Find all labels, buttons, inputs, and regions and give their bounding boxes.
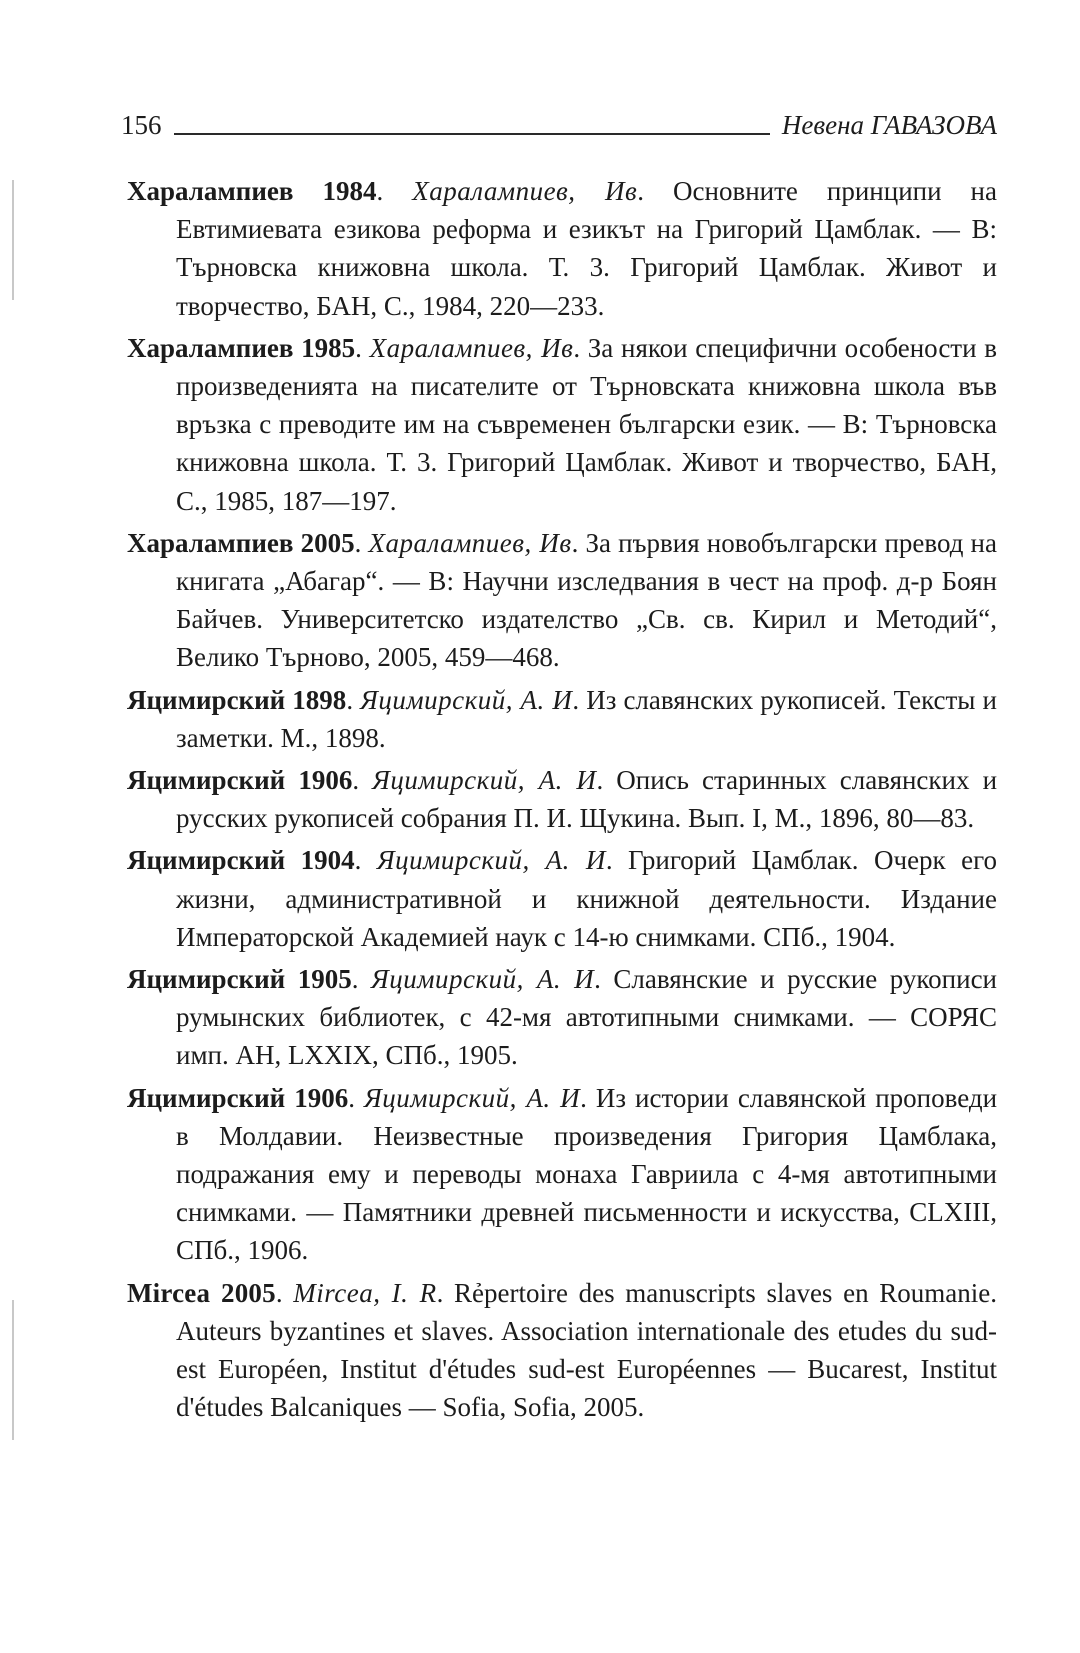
bibliography-entry: Яцимирский 1898. Яцимирский, А. И. Из славянских рукописей. Тексты и заметки. М., 1898. xyxy=(127,684,997,753)
bibliography-entry: Яцимирский 1906. Яцимирский, А. И. Опись старинных славянских и русских рукописей собрания П. И. Щукина. Вып. I, М., 1896, 80—83. xyxy=(127,765,998,834)
entry-key: Харалампиев 2005 xyxy=(127,527,355,558)
entry-author: Яцимирский, А. И xyxy=(371,964,595,995)
bibliography-entry: Яцимирский 1904. Яцимирский, А. И. Григорий Цамблак. Очерк его жизни, административной и книжной деятельности. Издание Императорской Академией наук с 14-ю снимками. СПб., 1904. xyxy=(127,845,997,952)
entry-key: Яцимирский 1905 xyxy=(127,964,352,995)
entry-text: Из истории славянской проповеди в Молдавии. Неизвестные произведения Григория Цамблака, подражания ему и переводы монаха Гавриила с 4-мя автотипными снимками. — Памятники древней письменности и искусства, CLXIII, СПб., 1906. xyxy=(176,1082,998,1266)
entry-author: Яцимирский, А. И xyxy=(364,1082,581,1113)
entry-text: Опись старинных славянских и русских рукописей собрания П. И. Щукина. Вып. I, М., 1896, 80—83. xyxy=(176,765,998,834)
entry-text: Славянские и русские рукописи румынских библиотек, с 42-мя автотипными снимками. — СОРЯС имп. АН, LXXIX, СПб., 1905. xyxy=(176,964,998,1071)
bibliography-entry: Харалампиев 1984. Харалампиев, Ив. Основните принципи на Евтимиевата езикова реформа и езикът на Григорий Цамблак. — В: Търновска книжовна школа. Т. 3. Григорий Цамблак. Живот и творчество, БАН, С., 1984, 220—233. xyxy=(127,176,997,321)
entry-text: Основните принципи на Евтимиевата езикова реформа и езикът на Григорий Цамблак. — В: Търновска книжовна школа. Т. 3. Григорий Цамблак. Живот и творчество, БАН, С., 1984, 220—233. xyxy=(176,176,997,321)
entry-author: Харалампиев, Ив xyxy=(369,332,574,363)
page-number: 156 xyxy=(121,110,162,140)
bibliography-list xyxy=(127,172,997,1431)
entry-key: Харалампиев 1985 xyxy=(127,332,356,363)
entry-author: Харалампиев, Ив xyxy=(368,527,572,558)
entry-text: За някои специфични особености в произведенията на писателите от Търновската книжовна школа във връзка с преводите им на съвременен български език. — В: Търновска книжовна школа. Т. 3. Григорий Цамблак. Живот и творчество, БАН, С., 1985, 187—197. xyxy=(176,332,998,516)
entry-key: Яцимирский 1906 xyxy=(127,1082,349,1113)
bibliography-entry: Яцимирский 1905. Яцимирский, А. И. Славянские и русские рукописи румынских библиотек, с 42-мя автотипными снимками. — СОРЯС имп. АН, LXXIX, СПб., 1905. xyxy=(127,964,998,1071)
entry-author: Харалампиев, Ив xyxy=(412,176,638,206)
entry-author: Яцимирский, А. И xyxy=(372,765,597,796)
entry-key: Яцимирский 1906 xyxy=(127,765,353,796)
header-rule xyxy=(174,133,770,135)
entry-key: Mircea 2005 xyxy=(127,1277,276,1308)
entry-text: Григорий Цамблак. Очерк его жизни, административной и книжной деятельности. Издание Императорской Академией наук с 14-ю снимками. СПб., 1904. xyxy=(176,845,997,952)
bibliography-entry: Харалампиев 2005. Харалампиев, Ив. За първия новобългарски превод на книгата „Абагар“. — В: Научни изследвания в чест на проф. д-р Боян Байчев. Университетско издателство „Св. св. Кирил и Методий“, Велико Търново, 2005, 459—468. xyxy=(127,527,997,673)
bibliography-entry: Mircea 2005. Mircea, I. R. Rẻpertoire des manuscripts slaves en Roumanie. Auteurs byzantines et slaves. Association internationale des etudes du sud-est Européen, Institut d'études sud-est Européennes — Bucarest, Institut d'études Balcaniques — Sofia, Sofia, 2005. xyxy=(127,1277,998,1423)
entry-text: За първия новобългарски превод на книгата „Абагар“. — В: Научни изследвания в чест на проф. д-р Боян Байчев. Университетско издателство „Св. св. Кирил и Методий“, Велико Търново, 2005, 459—468. xyxy=(176,527,997,673)
scan-margin-mark xyxy=(12,1300,14,1440)
entry-author: Mircea, I. R xyxy=(293,1277,437,1308)
entry-text: Rẻpertoire des manuscripts slaves en Roumanie. Auteurs byzantines et slaves. Association internationale des etudes du sud-est Européen, Institut d'études sud-est Européennes — Bucarest, Institut d'études Balcaniques — Sofia, Sofia, 2005. xyxy=(176,1277,998,1423)
entry-author: Яцимирский, А. И xyxy=(360,684,573,715)
bibliography-entry: Яцимирский 1906. Яцимирский, А. И. Из истории славянской проповеди в Молдавии. Неизвестные произведения Григория Цамблака, подражания ему и переводы монаха Гавриила с 4-мя автотипными снимками. — Памятники древней письменности и искусства, CLXIII, СПб., 1906. xyxy=(127,1082,998,1266)
entry-key: Харалампиев 1984 xyxy=(127,176,377,206)
running-header-author: Невена ГАВАЗОВА xyxy=(781,110,997,140)
scan-margin-mark xyxy=(12,180,14,300)
bibliography-entry: Харалампиев 1985. Харалампиев, Ив. За някои специфични особености в произведенията на писателите от Търновската книжовна школа във връзка с преводите им на съвременен български език. — В: Търновска книжовна школа. Т. 3. Григорий Цамблак. Живот и творчество, БАН, С., 1985, 187—197. xyxy=(127,332,998,516)
entry-text: Из славянских рукописей. Тексты и заметки. М., 1898. xyxy=(176,684,997,753)
entry-key: Яцимирский 1904 xyxy=(127,845,355,876)
entry-author: Яцимирский, А. И xyxy=(376,845,606,876)
running-header xyxy=(121,103,997,143)
entry-key: Яцимирский 1898 xyxy=(127,684,347,715)
